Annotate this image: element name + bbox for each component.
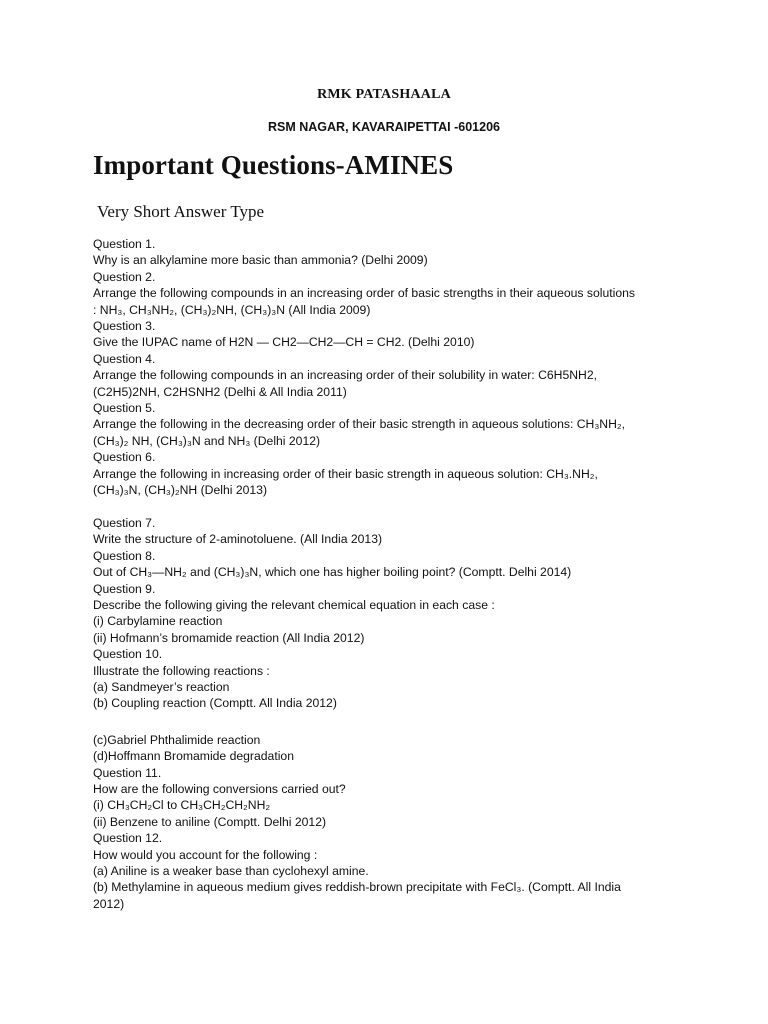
question-label: Question 3. xyxy=(93,319,156,334)
question-text: Arrange the following in the decreasing order of their basic strength in aqueous solutions: CH₃NH₂, xyxy=(93,417,626,432)
question-text: (ii) Hofmann’s bromamide reaction (All India 2012) xyxy=(93,630,365,645)
question-text: (a) Sandmeyer’s reaction xyxy=(93,679,230,694)
school-address: RSM NAGAR, KAVARAIPETTAI -601206 xyxy=(268,120,500,134)
questions-list xyxy=(93,236,693,912)
question-text: Write the structure of 2-aminotoluene. (All India 2013) xyxy=(93,532,383,547)
question-label: Question 12. xyxy=(93,831,163,846)
question-text: How are the following conversions carried out? xyxy=(93,781,346,796)
question-text: Out of CH₃—NH₂ and (CH₃)₃N, which one has higher boiling point? (Comptt. Delhi 2014) xyxy=(93,565,572,580)
question-text: (c)Gabriel Phthalimide reaction xyxy=(93,732,261,747)
question-label: Question 2. xyxy=(93,269,156,284)
question-label: Question 6. xyxy=(93,450,156,465)
question-text: Describe the following giving the relevant chemical equation in each case : xyxy=(93,597,495,612)
question-text: (CH₃)₃N, (CH₃)₂NH (Delhi 2013) xyxy=(93,483,268,498)
spacer xyxy=(93,712,693,732)
question-text: Arrange the following compounds in an increasing order of their solubility in water: C6H5NH2, xyxy=(93,368,598,383)
question-label: Question 9. xyxy=(93,581,156,596)
page-title: Important Questions-AMINES xyxy=(93,150,454,180)
section-subtitle: Very Short Answer Type xyxy=(97,202,265,221)
question-text: (ii) Benzene to aniline (Comptt. Delhi 2012) xyxy=(93,814,327,829)
question-text: (CH₃)₂ NH, (CH₃)₃N and NH₃ (Delhi 2012) xyxy=(93,433,321,448)
question-label: Question 10. xyxy=(93,647,163,662)
question-text: 2012) xyxy=(93,896,125,911)
question-text: How would you account for the following : xyxy=(93,847,318,862)
question-text: Illustrate the following reactions : xyxy=(93,663,270,678)
question-label: Question 1. xyxy=(93,237,156,251)
question-text: Arrange the following in increasing order of their basic strength in aqueous solution: CH₃.NH₂, xyxy=(93,466,598,481)
question-label: Question 7. xyxy=(93,515,156,530)
question-text: (d)Hoffmann Bromamide degradation xyxy=(93,749,294,764)
school-name: RMK PATASHAALA xyxy=(317,87,451,102)
spacer xyxy=(93,499,693,515)
question-text: Why is an alkylamine more basic than ammonia? (Delhi 2009) xyxy=(93,253,428,268)
question-label: Question 5. xyxy=(93,401,156,416)
question-text: Arrange the following compounds in an increasing order of basic strengths in their aqueous solutions xyxy=(93,286,635,301)
question-text: (b) Methylamine in aqueous medium gives reddish-brown precipitate with FeCl₃. (Comptt. All India xyxy=(93,880,621,895)
question-text: (a) Aniline is a weaker base than cyclohexyl amine. xyxy=(93,864,369,879)
question-label: Question 11. xyxy=(93,765,162,780)
question-text: Give the IUPAC name of H2N — CH2—CH2—CH = CH2. (Delhi 2010) xyxy=(93,335,475,350)
question-text: (b) Coupling reaction (Comptt. All India 2012) xyxy=(93,696,337,711)
question-label: Question 8. xyxy=(93,548,156,563)
question-text: (C2H5)2NH, C2HSNH2 (Delhi & All India 2011) xyxy=(93,384,347,399)
question-text: (i) Carbylamine reaction xyxy=(93,614,223,629)
question-text: : NH₃, CH₃NH₂, (CH₃)₂NH, (CH₃)₃N (All India 2009) xyxy=(93,302,371,317)
question-label: Question 4. xyxy=(93,351,156,366)
question-text: (i) CH₃CH₂Cl to CH₃CH₂CH₂NH₂ xyxy=(93,798,271,813)
